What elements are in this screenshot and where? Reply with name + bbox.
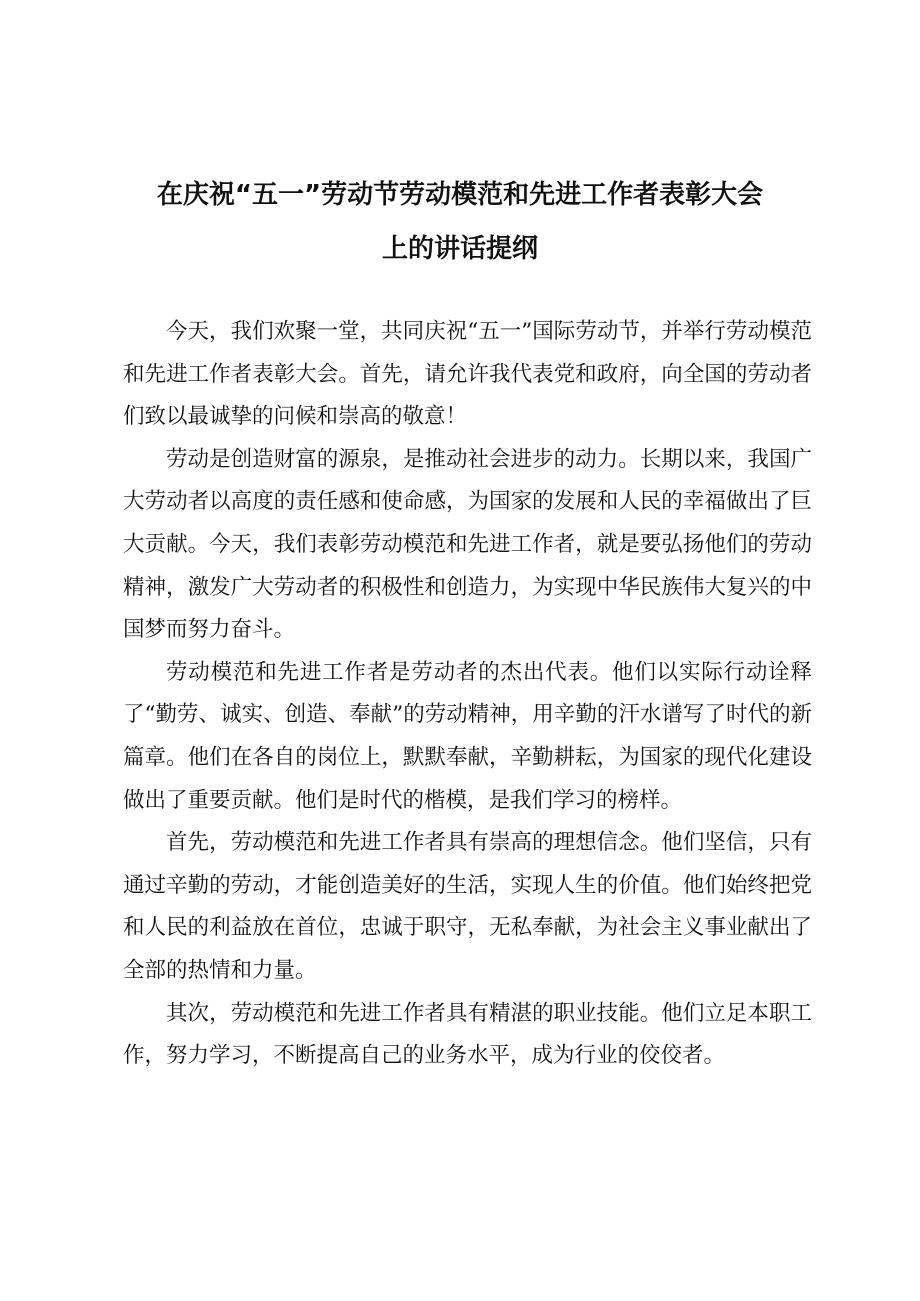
paragraph: 劳动模范和先进工作者是劳动者的杰出代表。他们以实际行动诠释了“勤劳、诚实、创造、奉献”的劳动精神，用辛勤的汗水谱写了时代的新篇章。他们在各自的岗位上，默默奉献，辛勤耕耘，为国家的现代化建设做出了重要贡献。他们是时代的楷模，是我们学习的榜样。 [123,659,812,813]
title-line-1: 在庆祝“五一”劳动节劳动模范和先进工作者表彰大会 [156,180,764,210]
title-line-2: 上的讲话提纲 [381,234,538,264]
paragraph: 今天，我们欢聚一堂，共同庆祝“五一”国际劳动节，并举行劳动模范和先进工作者表彰大会。首先，请允许我代表党和政府，向全国的劳动者们致以最诚挚的问候和崇高的敬意！ [123,319,812,430]
paragraph: 劳动是创造财富的源泉，是推动社会进步的动力。长期以来，我国广大劳动者以高度的责任感和使命感，为国家的发展和人民的幸福做出了巨大贡献。今天，我们表彰劳动模范和先进工作者，就是要弘扬他们的劳动精神，激发广大劳动者的积极性和创造力，为实现中华民族伟大复兴的中国梦而努力奋斗。 [123,446,812,643]
document-title [100,168,820,276]
paragraph: 首先，劳动模范和先进工作者具有崇高的理想信念。他们坚信，只有通过辛勤的劳动，才能创造美好的生活，实现人生的价值。他们始终把党和人民的利益放在首位，忠诚于职守，无私奉献，为社会主义事业献出了全部的热情和力量。 [123,830,812,983]
paragraph: 其次，劳动模范和先进工作者具有精湛的职业技能。他们立足本职工作，努力学习，不断提高自己的业务水平，成为行业的佼佼者。 [123,1000,812,1069]
document-body [123,311,812,1078]
